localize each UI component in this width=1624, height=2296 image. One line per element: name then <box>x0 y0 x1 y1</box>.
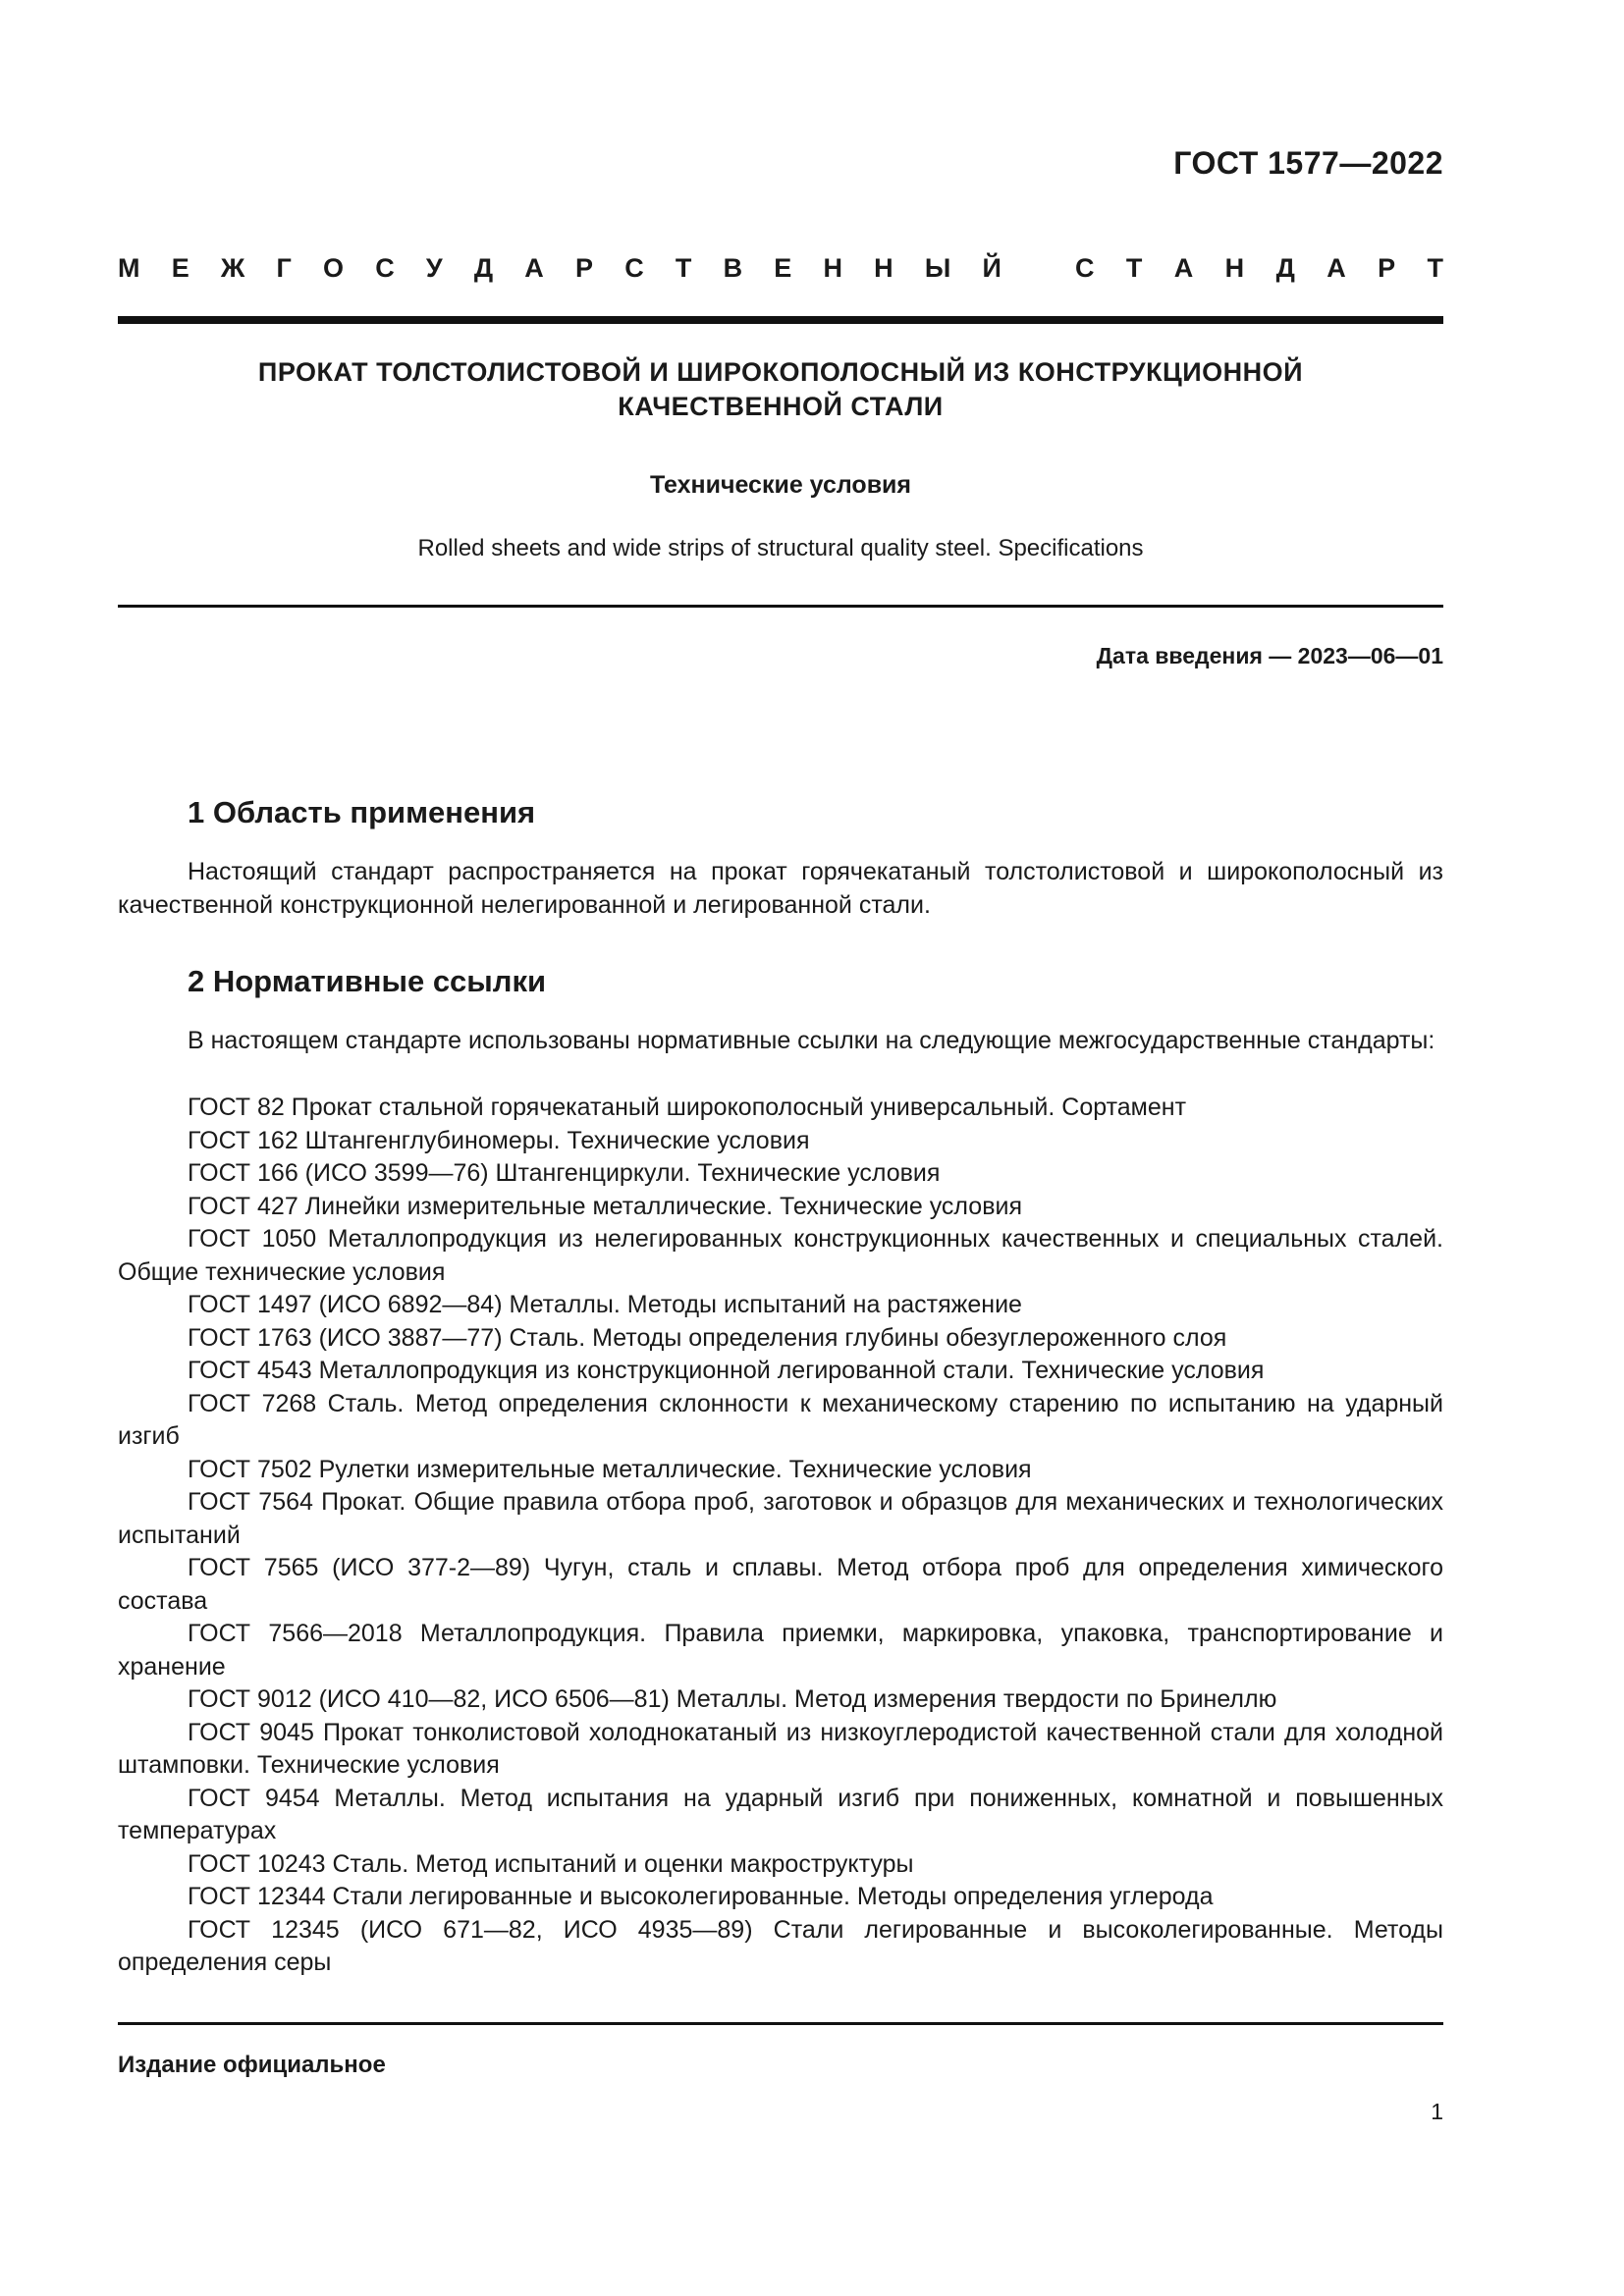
standard-type-letter: Т <box>1125 253 1143 283</box>
standard-type-letter: Д <box>1275 253 1295 283</box>
reference-item: ГОСТ 4543 Металлопродукция из конструкционной легированной стали. Технические условия <box>188 1357 1265 1384</box>
standard-type-letter: Т <box>675 253 692 283</box>
header-rule <box>118 316 1443 324</box>
standard-type-letter: С <box>375 253 395 283</box>
document-title-line-1: ПРОКАТ ТОЛСТОЛИСТОВОЙ И ШИРОКОПОЛОСНЫЙ ИЗ КОНСТРУКЦИОННОЙ <box>257 357 1304 387</box>
reference-item: ГОСТ 1497 (ИСО 6892—84) Металлы. Методы испытаний на растяжение <box>188 1291 1022 1318</box>
page-number: 1 <box>1431 2099 1443 2124</box>
standard-type-letter: Е <box>171 253 189 283</box>
standard-type-letter: Н <box>823 253 842 283</box>
reference-item: ГОСТ 12345 (ИСО 671—82, ИСО 4935—89) Стали легированные и высоколегированные. Методы определения серы <box>118 1915 1443 1976</box>
standard-type-letter: Т <box>1427 253 1443 283</box>
reference-item: ГОСТ 1763 (ИСО 3887—77) Сталь. Методы определения глубины обезуглероженного слоя <box>188 1323 1227 1352</box>
standard-type-letter: Й <box>982 253 1001 283</box>
section-1-heading: 1 Область применения <box>188 795 536 829</box>
standard-type-letter: С <box>1075 253 1095 283</box>
standard-type-letter: У <box>425 253 443 283</box>
section-2-intro: В настоящем стандарте использованы нормативные ссылки на следующие межгосударственные стандарты: <box>188 1027 1435 1054</box>
standard-type-letter: О <box>322 253 344 283</box>
reference-item: ГОСТ 162 Штангенглубиномеры. Технические условия <box>188 1126 810 1154</box>
standard-type-letter: Н <box>1224 253 1245 283</box>
standard-type-letter: С <box>624 253 644 283</box>
reference-item: ГОСТ 9012 (ИСО 410—82, ИСО 6506—81) Металлы. Метод измерения твердости по Бринеллю <box>188 1685 1277 1713</box>
document-subtitle: Технические условия <box>649 471 912 499</box>
standard-type-letter: Р <box>1378 253 1396 283</box>
reference-item: ГОСТ 1050 Металлопродукция из нелегированных конструкционных качественных и специальных сталей. Общие технические условия <box>118 1225 1443 1286</box>
standard-type-letter: А <box>1173 253 1194 283</box>
document-title <box>118 355 1443 424</box>
standard-type-letter: В <box>723 253 743 283</box>
reference-item: ГОСТ 10243 Сталь. Метод испытаний и оценки макроструктуры <box>188 1849 914 1878</box>
footer-rule <box>118 2022 1443 2025</box>
standard-type-letter: Р <box>574 253 593 283</box>
standard-type-letter: А <box>1326 253 1346 283</box>
document-title-english: Rolled sheets and wide strips of structural quality steel. Specifications <box>417 535 1144 561</box>
document-number: ГОСТ 1577—2022 <box>1173 145 1443 181</box>
reference-item: ГОСТ 7566—2018 Металлопродукция. Правила приемки, маркировка, упаковка, транспортирование и хранение <box>118 1620 1443 1681</box>
standard-type-letter: Д <box>473 253 494 283</box>
standard-type-word-2 <box>1075 253 1443 284</box>
document-title-line-2: КАЧЕСТВЕННОЙ СТАЛИ <box>618 392 944 421</box>
edition-note: Издание официальное <box>118 2052 386 2078</box>
reference-item: ГОСТ 7564 Прокат. Общие правила отбора проб, заготовок и образцов для механических и технологических испытаний <box>118 1488 1443 1549</box>
standard-type-letter: Ы <box>924 253 951 283</box>
standard-type-heading <box>118 253 1443 284</box>
reference-item: ГОСТ 7565 (ИСО 377-2—89) Чугун, сталь и сплавы. Метод отбора проб для определения химического состава <box>118 1554 1443 1615</box>
title-rule <box>118 605 1443 608</box>
reference-item: ГОСТ 7268 Сталь. Метод определения склонности к механическому старению по испытанию на ударный изгиб <box>118 1389 1443 1450</box>
reference-item: ГОСТ 9045 Прокат тонколистовой холоднокатаный из низкоуглеродистой качественной стали для холодной штамповки. Технические условия <box>118 1718 1443 1779</box>
standard-type-letter: Н <box>874 253 893 283</box>
section-1-text: Настоящий стандарт распространяется на прокат горячекатаный толстолистовой и широкополосный из качественной конструкционной нелегированной и легированной стали. <box>118 858 1443 919</box>
standard-type-letter: Ж <box>220 253 245 283</box>
section-2-heading: 2 Нормативные ссылки <box>188 964 547 998</box>
reference-item: ГОСТ 12344 Стали легированные и высоколегированные. Методы определения углерода <box>188 1883 1214 1910</box>
standard-type-letter: Е <box>774 253 792 283</box>
introduction-date: Дата введения — 2023—06—01 <box>1096 643 1443 668</box>
reference-item: ГОСТ 82 Прокат стальной горячекатаный широкополосный универсальный. Сортамент <box>188 1094 1187 1121</box>
reference-item: ГОСТ 7502 Рулетки измерительные металлические. Технические условия <box>188 1455 1032 1483</box>
standard-type-letter: Г <box>276 253 292 283</box>
standard-type-word-1 <box>118 253 1001 284</box>
normative-references-list <box>118 1092 1443 1980</box>
reference-item: ГОСТ 166 (ИСО 3599—76) Штангенциркули. Технические условия <box>188 1159 941 1187</box>
standard-type-letter: А <box>524 253 544 283</box>
standard-type-letter: М <box>118 253 140 283</box>
reference-item: ГОСТ 9454 Металлы. Метод испытания на ударный изгиб при пониженных, комнатной и повышенных температурах <box>118 1784 1443 1844</box>
reference-item: ГОСТ 427 Линейки измерительные металлические. Технические условия <box>188 1192 1022 1220</box>
